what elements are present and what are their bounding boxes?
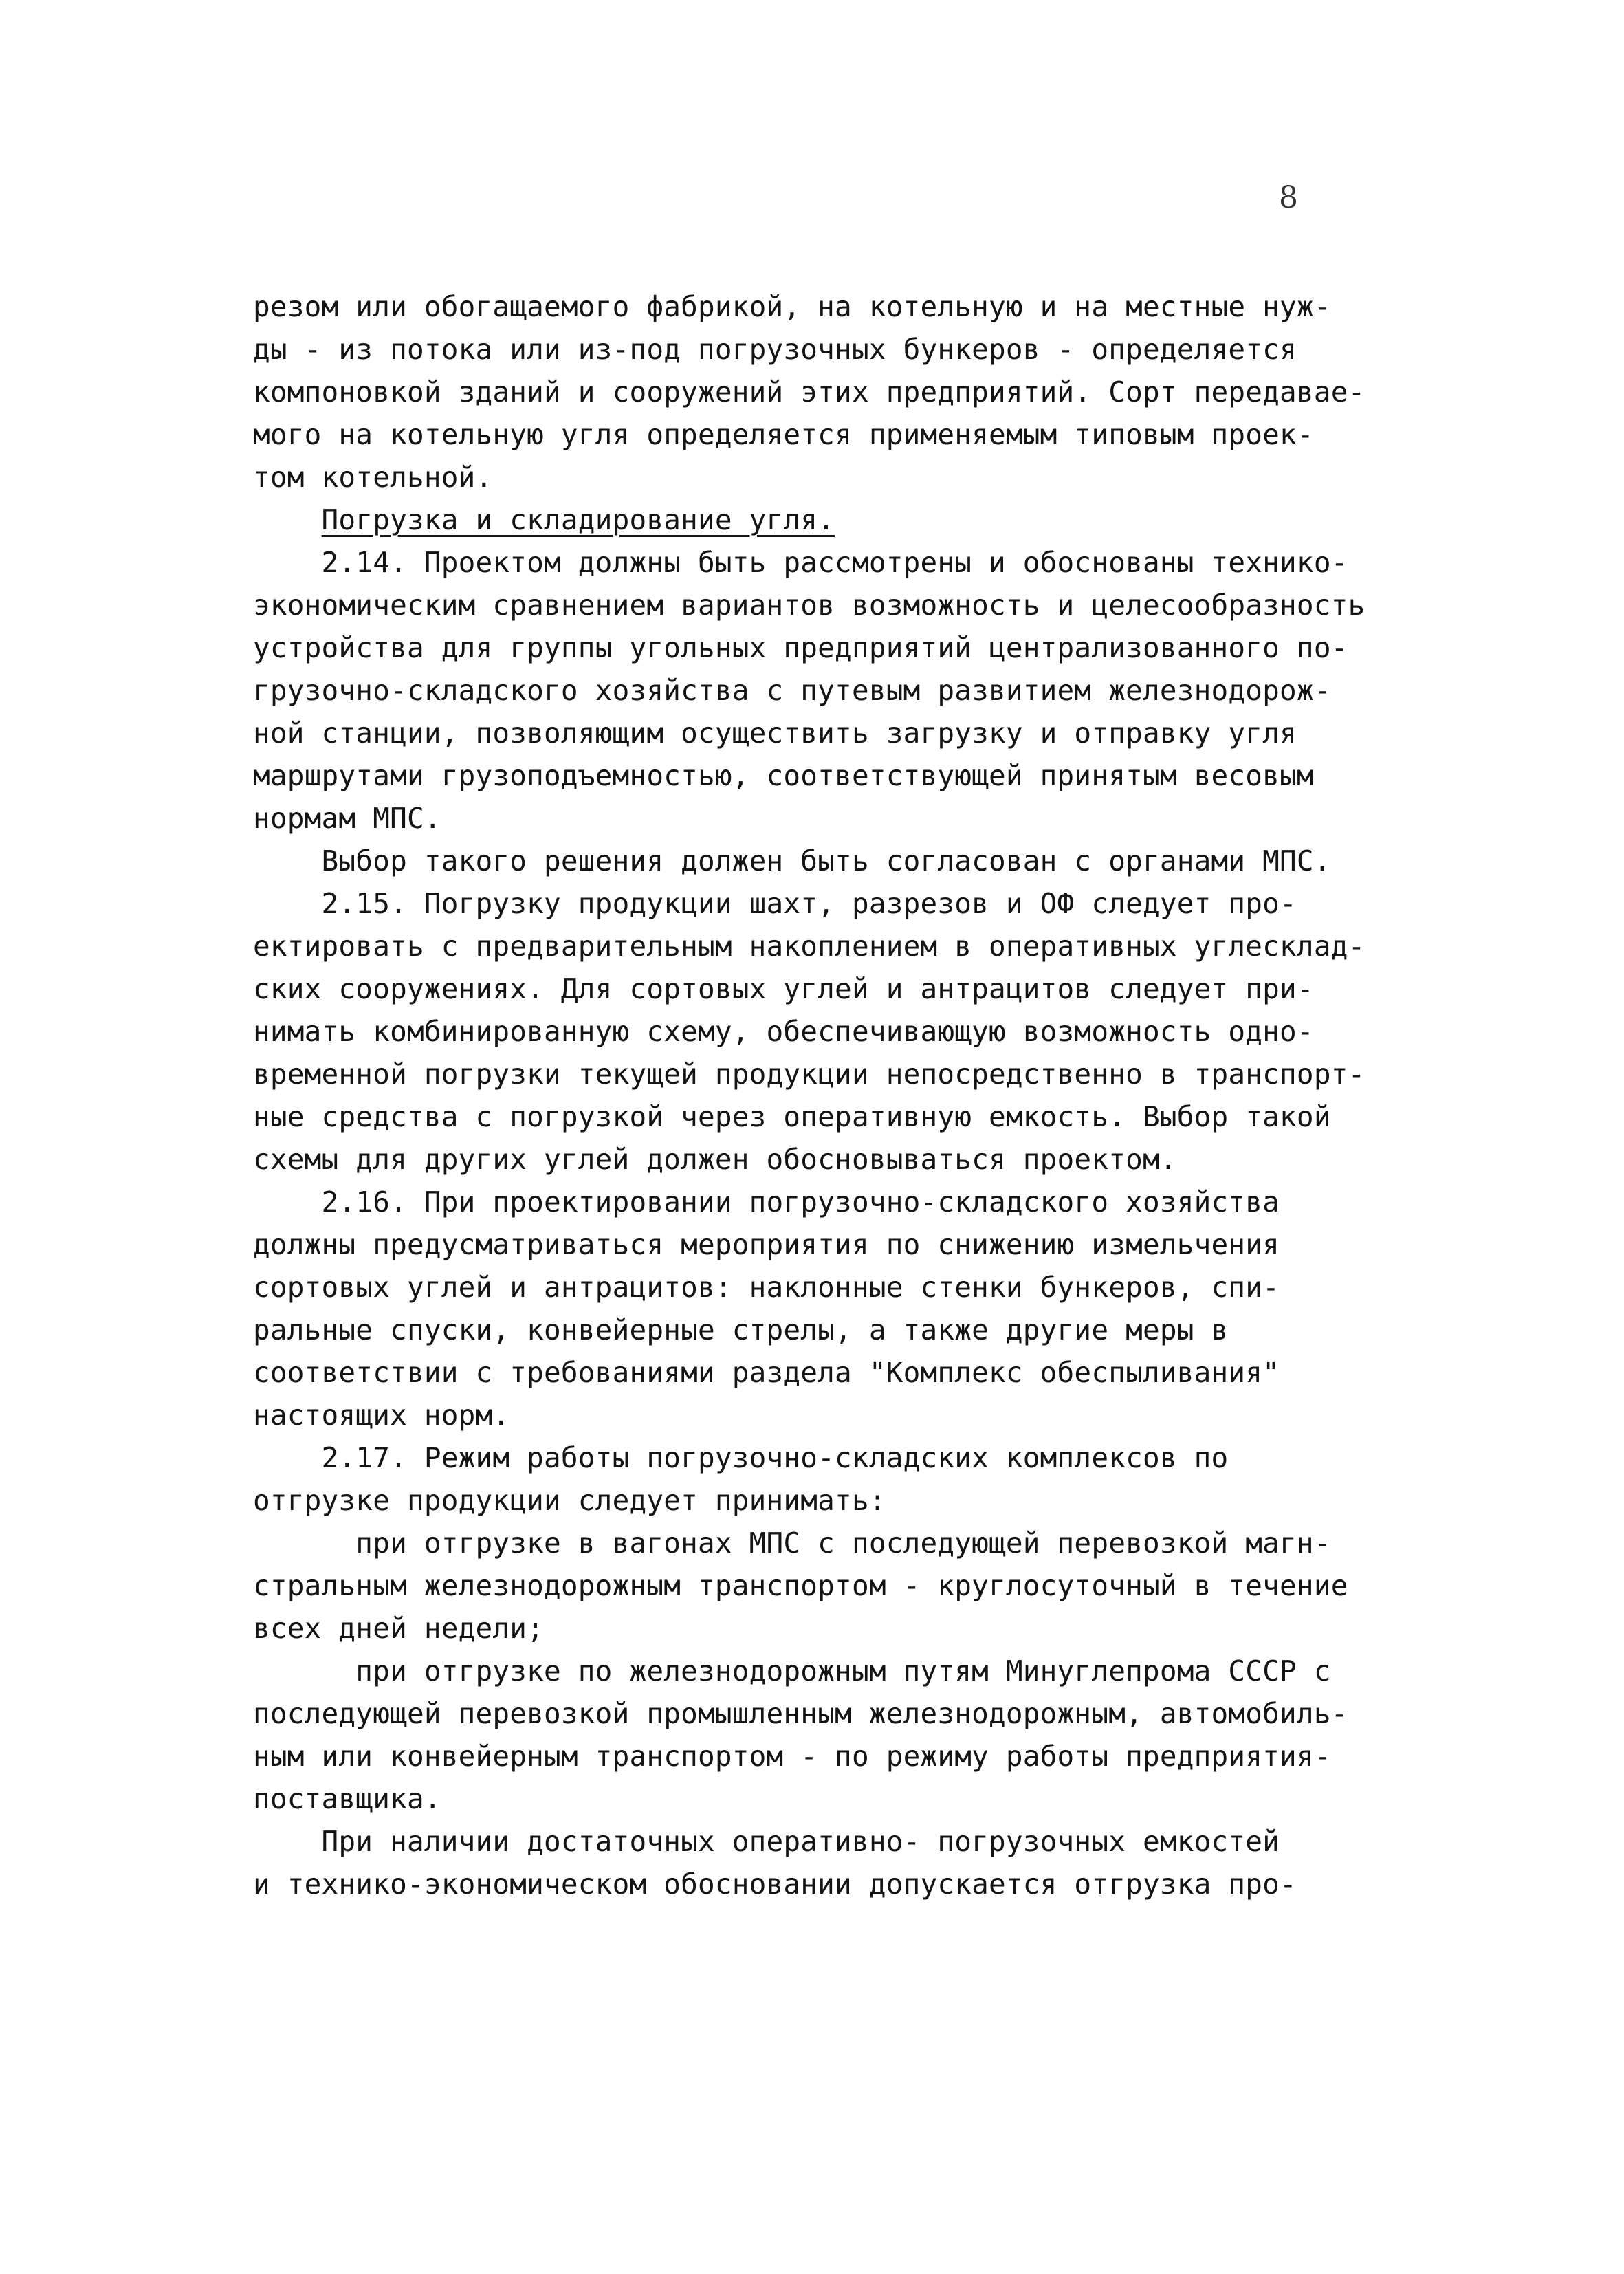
page-number: 8	[1279, 180, 1298, 215]
section-body	[253, 541, 1436, 1905]
text-line: устройства для группы угольных предприятий централизованного по-	[253, 631, 1348, 664]
text-line: нормам МПС.	[253, 802, 441, 835]
text-line: поставщика.	[253, 1782, 441, 1815]
text-line: Выбор такого решения должен быть согласован с органами МПС.	[253, 844, 1331, 877]
text-line: При наличии достаточных оперативно- погрузочных емкостей	[253, 1825, 1280, 1858]
section-heading: Погрузка и складирование угля.	[321, 503, 835, 536]
text-line: 2.15. Погрузку продукции шахт, разрезов и ОФ следует про-	[253, 887, 1297, 920]
text-line: резом или обогащаемого фабрикой, на котельную и на местные нуж-	[253, 290, 1331, 323]
text-line: временной погрузки текущей продукции непосредственно в транспорт-	[253, 1058, 1365, 1091]
text-line: ным или конвейерным транспортом - по режиму работы предприятия-	[253, 1740, 1331, 1773]
text-line: ной станции, позволяющим осуществить загрузку и отправку угля	[253, 717, 1297, 750]
text-line: ные средства с погрузкой через оперативную емкость. Выбор такой	[253, 1100, 1331, 1133]
paragraph-continuation	[253, 285, 1436, 499]
text-line: грузочно-складского хозяйства с путевым развитием железнодорож-	[253, 674, 1331, 707]
text-line: при отгрузке по железнодорожным путям Минуглепрома СССР с	[253, 1654, 1331, 1687]
text-line: схемы для других углей должен обосновываться проектом.	[253, 1143, 1177, 1176]
text-line: последующей перевозкой промышленным железнодорожным, автомобиль-	[253, 1697, 1348, 1730]
text-line: нимать комбинированную схему, обеспечивающую возможность одно-	[253, 1015, 1314, 1048]
text-line: 2.14. Проектом должны быть рассмотрены и обоснованы технико-	[253, 546, 1348, 579]
text-line: том котельной.	[253, 461, 493, 494]
text-line: ектировать с предварительным накоплением в оперативных углесклад-	[253, 930, 1365, 963]
text-line: 2.17. Режим работы погрузочно-складских комплексов по	[253, 1441, 1229, 1474]
text-line: ских сооружениях. Для сортовых углей и антрацитов следует при-	[253, 972, 1314, 1005]
text-line: и технико-экономическом обосновании допускается отгрузка про-	[253, 1868, 1297, 1901]
text-line: всех дней недели;	[253, 1612, 545, 1645]
text-line: стральным железнодорожным транспортом - круглосуточный в течение	[253, 1569, 1348, 1602]
text-line: компоновкой зданий и сооружений этих предприятий. Сорт передавае-	[253, 375, 1365, 408]
text-line: сортовых углей и антрацитов: наклонные стенки бункеров, спи-	[253, 1271, 1280, 1304]
text-line: настоящих норм.	[253, 1399, 510, 1432]
body-text	[253, 285, 1436, 1905]
text-line: ральные спуски, конвейерные стрелы, а также другие меры в	[253, 1313, 1229, 1346]
text-line: ды - из потока или из-под погрузочных бункеров - определяется	[253, 333, 1297, 366]
text-line: отгрузке продукции следует принимать:	[253, 1484, 886, 1517]
text-line: 2.16. При проектировании погрузочно-складского хозяйства	[253, 1185, 1280, 1218]
text-line: должны предусматриваться мероприятия по снижению измельчения	[253, 1228, 1280, 1261]
text-line: экономическим сравнением вариантов возможность и целесообразность	[253, 589, 1365, 622]
text-line: соответствии с требованиями раздела "Комплекс обеспыливания"	[253, 1356, 1280, 1389]
section-heading-line	[253, 499, 1436, 541]
text-line: мого на котельную угля определяется применяемым типовым проек-	[253, 418, 1314, 451]
text-line: при отгрузке в вагонах МПС с последующей перевозкой магн-	[253, 1527, 1331, 1560]
text-line: маршрутами грузоподъемностью, соответствующей принятым весовым	[253, 759, 1314, 792]
